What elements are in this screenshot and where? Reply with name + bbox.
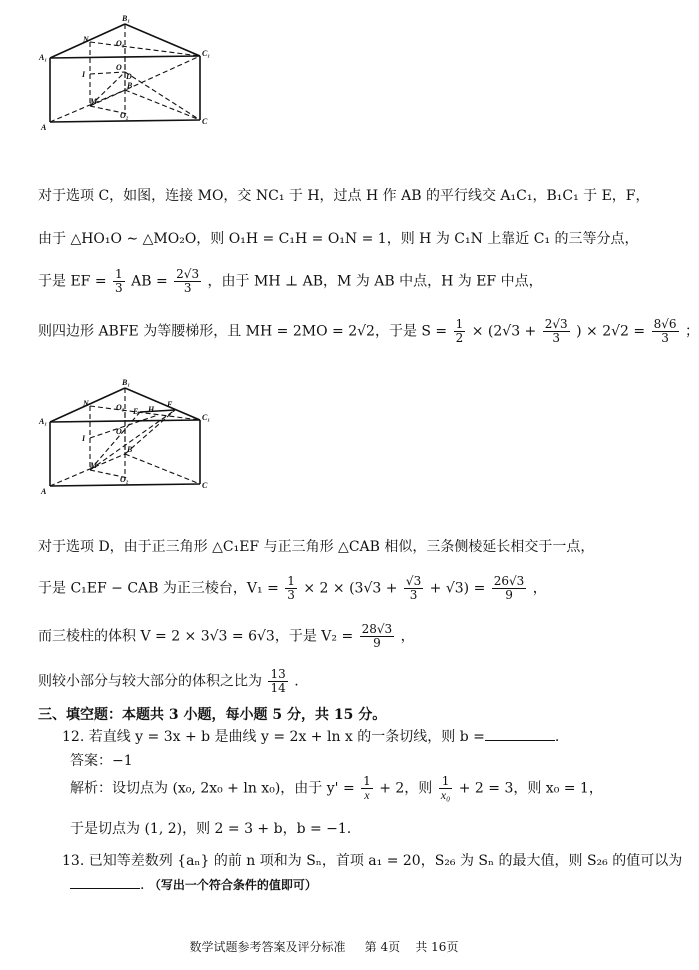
fraction-root3-3 [404,575,423,602]
d2-mid: × 2 × (3√3 + [303,580,398,597]
fraction-1-3 [285,575,297,602]
answer-blank[interactable] [70,876,140,889]
q12-stem-end: . [554,729,560,745]
option-d-line-2 [38,575,624,602]
option-d-line-3 [38,623,624,650]
q12-conclusion: 于是切点为 (1, 2)，则 2 = 3 + b，b = −1. [70,821,352,837]
frac-den: 3 [287,588,295,602]
option-c-line-4 [38,317,699,345]
frac-num: 2√3 [176,267,200,281]
fraction-1-3 [113,268,125,295]
q13-line-2 [70,876,624,894]
frac-den: 9 [505,588,513,602]
fraction-8root6-3 [652,318,679,345]
label-M: M [90,461,98,470]
fraction-1-2 [454,318,466,345]
footer-total: 共 16页 [415,940,459,954]
label-O2: O₂ [120,111,129,120]
q13-number: 13. [62,853,85,869]
q12-number: 12. [62,729,85,745]
d2-pre: 于是 C₁EF − CAB 为正三棱台，V₁ = [38,580,279,597]
option-c-line-1: 对于选项 C，如图，连接 MO，交 NC₁ 于 H，过点 H 作 AB 的平行线交 A₁C₁，B₁C₁ 于 E，F， [38,188,650,204]
q12-answer: 答案：−1 [70,753,133,769]
label-O: O [116,63,122,72]
frac-den: 14 [270,681,286,695]
frac-den: x [364,788,370,802]
frac-num: 1 [115,267,123,281]
option-d-line-4 [38,668,624,695]
label-E: E [133,407,139,416]
fraction-13-14 [268,668,287,695]
frac-num: √3 [405,574,422,588]
fraction-26root3-9 [492,575,527,602]
label-B1: B₁ [122,378,131,387]
fraction-2root3-3 [174,268,201,295]
q12-analysis-pre: 解析：设切点为 (x₀, 2x₀ + ln x₀)，由于 y' = [70,780,355,797]
frac-den: 3 [552,331,561,345]
d4-post: . [294,673,299,690]
q12-stem: 若直线 y = 3x + b 是曲线 y = 2x + ln x 的一条切线，则 b = [88,729,485,745]
frac-num: 1 [439,775,453,789]
q12-analysis-post: + 2 = 3，则 x₀ = 1， [458,780,603,797]
frac-num: 1 [287,574,295,588]
c3-pre: 于是 EF = [38,273,107,290]
q13-note: （写出一个符合条件的值即可） [148,878,317,892]
label-O2: O₂ [120,475,129,484]
frac-den: 2 [455,331,464,345]
frac-den: 3 [115,281,123,295]
c4-mid2: ) × 2√2 = [576,323,646,340]
d4-pre: 则较小部分与较大部分的体积之比为 [38,673,262,690]
option-c-line-2: 由于 △HO₁O ∼ △MO₂O，则 O₁H = C₁H = O₁N = 1，则 H 为 C₁N 上靠近 C₁ 的三等分点， [38,231,639,247]
label-F: F [167,400,173,409]
footer-page: 第 4页 [364,940,401,954]
label-O3: O₃ [116,39,125,48]
d3-pre: 而三棱柱的体积 V = 2 × 3√3 = 6√3，于是 V₂ = [38,628,354,645]
prism-diagram-1 [30,14,220,134]
frac-num: 1 [363,774,371,788]
frac-num: 13 [270,667,286,681]
page-footer [0,938,648,955]
d2-mid2: + √3) = [429,580,486,597]
label-A: A [41,487,47,496]
frac-den: 3 [409,588,418,602]
label-A1: A₁ [39,53,48,62]
frac-num: 2√3 [544,317,568,331]
label-H: H [148,405,155,414]
label-A: A [41,123,47,132]
prism-figure-1 [30,14,220,134]
fraction-1-x [361,775,373,802]
label-C: C [202,117,208,126]
label-D: D [126,72,132,81]
frac-den: 3 [661,331,669,345]
frac-num: 28√3 [361,622,393,636]
label-C1: C₁ [202,49,211,58]
label-M: M [90,97,98,106]
label-I: I [82,434,86,443]
frac-den: 3 [183,281,192,295]
label-C: C [202,481,208,490]
option-c-line-3 [38,268,624,295]
label-N: N [83,35,89,44]
label-B1: B₁ [122,14,131,23]
label-A1: A₁ [39,417,48,426]
prism-diagram-2 [30,378,220,498]
label-N: N [83,399,89,408]
c3-post: ，由于 MH ⊥ AB，M 为 AB 中点，H 为 EF 中点， [207,273,543,290]
d3-post: ， [400,628,415,645]
q12-analysis [70,775,624,802]
footer-title: 数学试题参考答案及评分标准 [189,940,346,954]
label-B: B [127,445,133,454]
q13-stem: 已知等差数列 {aₙ} 的前 n 项和为 Sₙ，首项 a₁ = 20，S₂₆ 为 Sₙ 的最大值，则 S₂₆ 的值可以为 [88,853,683,869]
frac-den: 9 [373,636,381,650]
label-B: B [127,81,133,90]
question-13 [62,852,683,870]
c4-mid: × (2√3 + [471,323,537,340]
q13-stem-end: . [140,877,145,893]
prism-figure-2 [30,378,220,498]
q12-analysis-mid: + 2，则 [379,780,433,797]
frac-den: x₀ [440,788,451,802]
d2-post: ， [532,580,547,597]
c3-mid: AB = [131,273,168,290]
label-I: I [82,70,86,79]
fraction-2root3-3 [543,318,570,345]
frac-num: 1 [455,317,464,331]
frac-num: 26√3 [493,574,525,588]
option-d-line-1: 对于选项 D，由于正三角形 △C₁EF 与正三角形 △CAB 相似，三条侧棱延长相交于一点， [38,539,595,555]
section-heading: 三、填空题：本题共 3 小题，每小题 5 分，共 15 分。 [38,707,387,723]
fraction-28root3-9 [360,623,395,650]
answer-blank[interactable] [485,728,555,741]
label-O: O [116,427,122,436]
frac-num: 8√6 [653,317,677,331]
fraction-1-x0 [439,775,453,802]
label-C1: C₁ [202,413,211,422]
c4-pre: 则四边形 ABFE 为等腰梯形，且 MH = 2MO = 2√2，于是 S = [38,323,448,340]
label-O3: O₃ [116,403,125,412]
question-12 [62,728,624,746]
c4-post: ； [684,323,699,340]
